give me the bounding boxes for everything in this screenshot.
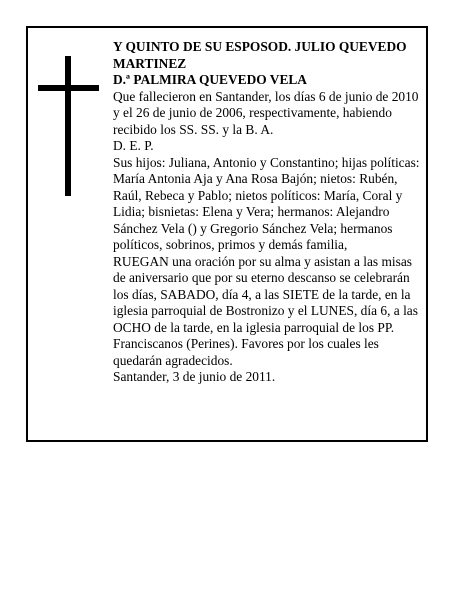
deceased-name: D.ª PALMIRA QUEVEDO VELA xyxy=(113,72,307,87)
dep-line: D. E. P. xyxy=(113,138,154,153)
family-paragraph: Sus hijos: Juliana, Antonio y Constantino; hijas políticas: María Antonia Aja y Ana Rosa Bajón; nietos: Rubén, Raúl, Rebeca y Pablo; nietos políticos: María, Coral y Lidia; bisnietas: Elena y Vera; hermanos: Alejandro Sánchez Vela () y Gregorio Sánchez Vela; hermanos políticos, sobrinos, primos y demás familia, xyxy=(113,154,420,252)
cross-horizontal-bar xyxy=(38,85,99,91)
cross-vertical-bar xyxy=(65,56,71,196)
place-date-line: Santander, 3 de junio de 2011. xyxy=(113,369,276,384)
mass-request-paragraph: RUEGAN una oración por su alma y asistan a las misas de aniversario que por su eterno descanso se celebrarán los días, SABADO, día 4, a las SIETE de la tarde, en la iglesia parroquial de Bostronizo y el LUNES, día 6, a las OCHO de la tarde, en la iglesia parroquial de los PP. Franciscanos (Perines). Favores por los cuales les quedarán agradecidos. xyxy=(113,253,418,368)
obituary-text xyxy=(113,39,423,386)
obituary-heading: Y QUINTO DE SU ESPOSOD. JULIO QUEVEDO MARTINEZ xyxy=(113,39,407,71)
death-paragraph: Que fallecieron en Santander, los días 6 de junio de 2010 y el 26 de junio de 2006, respectivamente, habiendo recibido los SS. SS. y la B. A. xyxy=(113,88,419,137)
